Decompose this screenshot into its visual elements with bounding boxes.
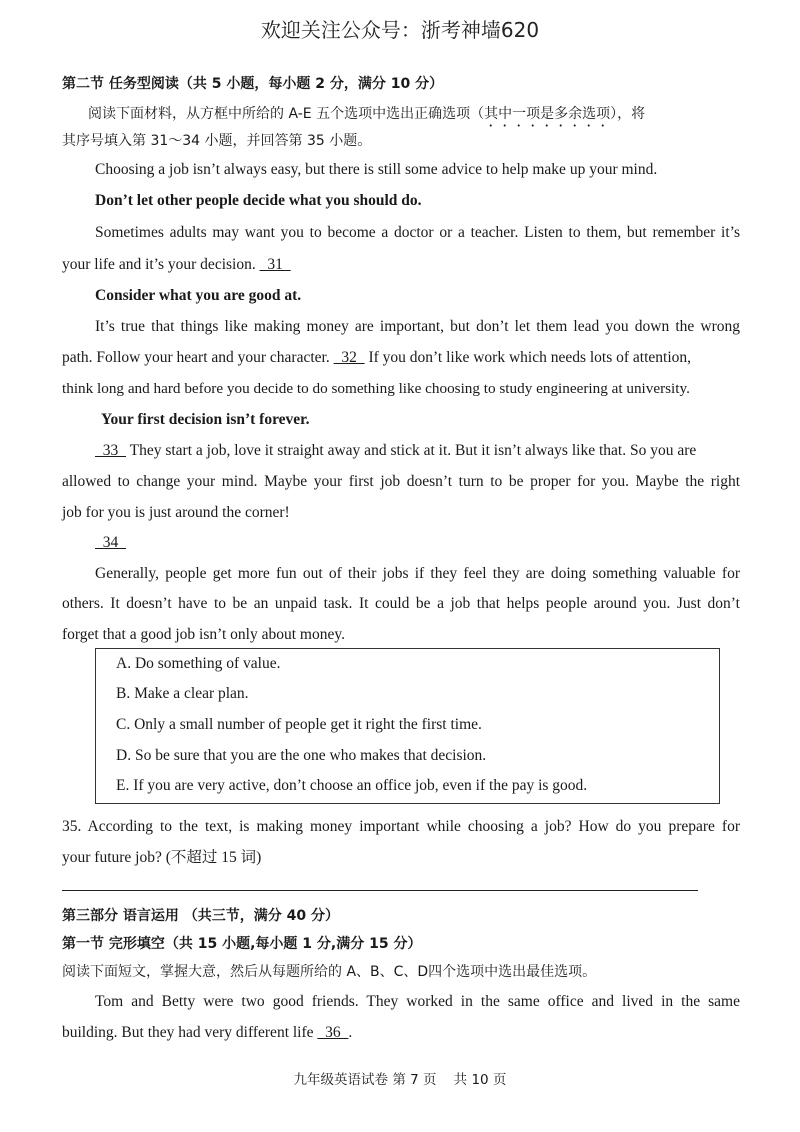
option-c: C. Only a small number of people get it right the first time. — [116, 716, 482, 733]
passage-p1-text: your life and it’s your decision. — [62, 256, 260, 273]
passage-heading-1: Don’t let other people decide what you should do. — [95, 192, 422, 209]
section2-instruction-line1 — [88, 104, 740, 130]
passage-heading-2: Consider what you are good at. — [95, 287, 302, 304]
part3-instruction: 阅读下面短文，掌握大意，然后从每题所给的 A、B、C、D四个选项中选出最佳选项。 — [62, 964, 597, 980]
passage-p2-line3: think long and hard before you decide to do something like choosing to study engineering at university. — [62, 380, 690, 397]
passage-p3-line2: allowed to change your mind. Maybe your first job doesn’t turn to be proper for you. Maybe the right — [62, 473, 740, 490]
passage-p1-line1: Sometimes adults may want you to become a doctor or a teacher. Listen to them, but remember it’s — [95, 224, 740, 241]
instruction-text-b: ），将 — [610, 106, 646, 122]
page-footer: 九年级英语试卷 第 7 页 共 10 页 — [293, 1072, 507, 1088]
passage-p4-line1: Generally, people get more fun out of their jobs if they feel they are doing something valuable for — [95, 565, 740, 582]
passage-heading-3: Your first decision isn’t forever. — [101, 411, 310, 428]
passage-p4-line2: others. It doesn’t have to be an unpaid task. It could be a job that helps people around you. Just don’t — [62, 595, 740, 612]
passage-p2-line1: It’s true that things like making money are important, but don’t let them lead you down the wrong — [95, 318, 740, 335]
question-35-line1: 35. According to the text, is making money important while choosing a job? How do you prepare for — [62, 818, 740, 835]
blank-36: 36 — [317, 1024, 349, 1041]
part3-heading: 第三部分 语言运用 （共三节，满分 40 分） — [62, 908, 339, 924]
passage-p3-text: They start a job, love it straight away and stick at it. But it isn’t always like that. So you are — [126, 442, 697, 459]
instruction-emphasis: 其中一项是多余选项 — [484, 106, 611, 122]
passage-p2-text-a: path. Follow your heart and your character. — [62, 349, 334, 366]
option-d: D. So be sure that you are the one who makes that decision. — [116, 747, 487, 764]
question-35-line2: your future job? (不超过 15 词) — [62, 849, 262, 866]
passage-p4-line3: forget that a good job isn’t only about money. — [62, 626, 345, 643]
instruction-text-a: 阅读下面材料，从方框中所给的 A-E 五个选项中选出正确选项（ — [88, 106, 485, 122]
options-box — [95, 648, 720, 804]
passage-p2-text-b: If you don’t like work which needs lots of attention, — [364, 349, 692, 366]
blank-32: 32 — [333, 349, 365, 366]
watermark: 欢迎关注公众号：浙考神墙620 — [260, 18, 540, 42]
blank-34: 34 — [95, 534, 126, 551]
blank-33: 33 — [95, 442, 126, 459]
part3-p1-line2 — [62, 1023, 740, 1043]
section2-instruction-line2: 其序号填入第 31～34 小题，并回答第 35 小题。 — [62, 133, 372, 149]
part3-subheading: 第一节 完形填空（共 15 小题,每小题 1 分,满分 15 分） — [62, 936, 422, 952]
passage-p3-line3: job for you is just around the corner! — [62, 504, 290, 521]
passage-intro: Choosing a job isn’t always easy, but there is still some advice to help make up your mind. — [95, 161, 658, 178]
option-e: E. If you are very active, don’t choose an office job, even if the pay is good. — [116, 777, 588, 794]
part3-p1-text-b: . — [348, 1024, 353, 1041]
answer-line — [62, 890, 698, 891]
section2-heading: 第二节 任务型阅读（共 5 小题，每小题 2 分，满分 10 分） — [62, 76, 444, 92]
passage-blank-34-line — [95, 533, 740, 553]
blank-31: 31 — [259, 256, 291, 273]
passage-p2-line2 — [62, 348, 740, 368]
option-b: B. Make a clear plan. — [116, 685, 249, 702]
option-a: A. Do something of value. — [116, 655, 281, 672]
part3-p1-text-a: building. But they had very different life — [62, 1024, 318, 1041]
part3-p1-line1: Tom and Betty were two good friends. They worked in the same office and lived in the same — [95, 993, 740, 1010]
passage-p1-line2 — [62, 255, 740, 275]
passage-p3-line1 — [95, 441, 740, 461]
